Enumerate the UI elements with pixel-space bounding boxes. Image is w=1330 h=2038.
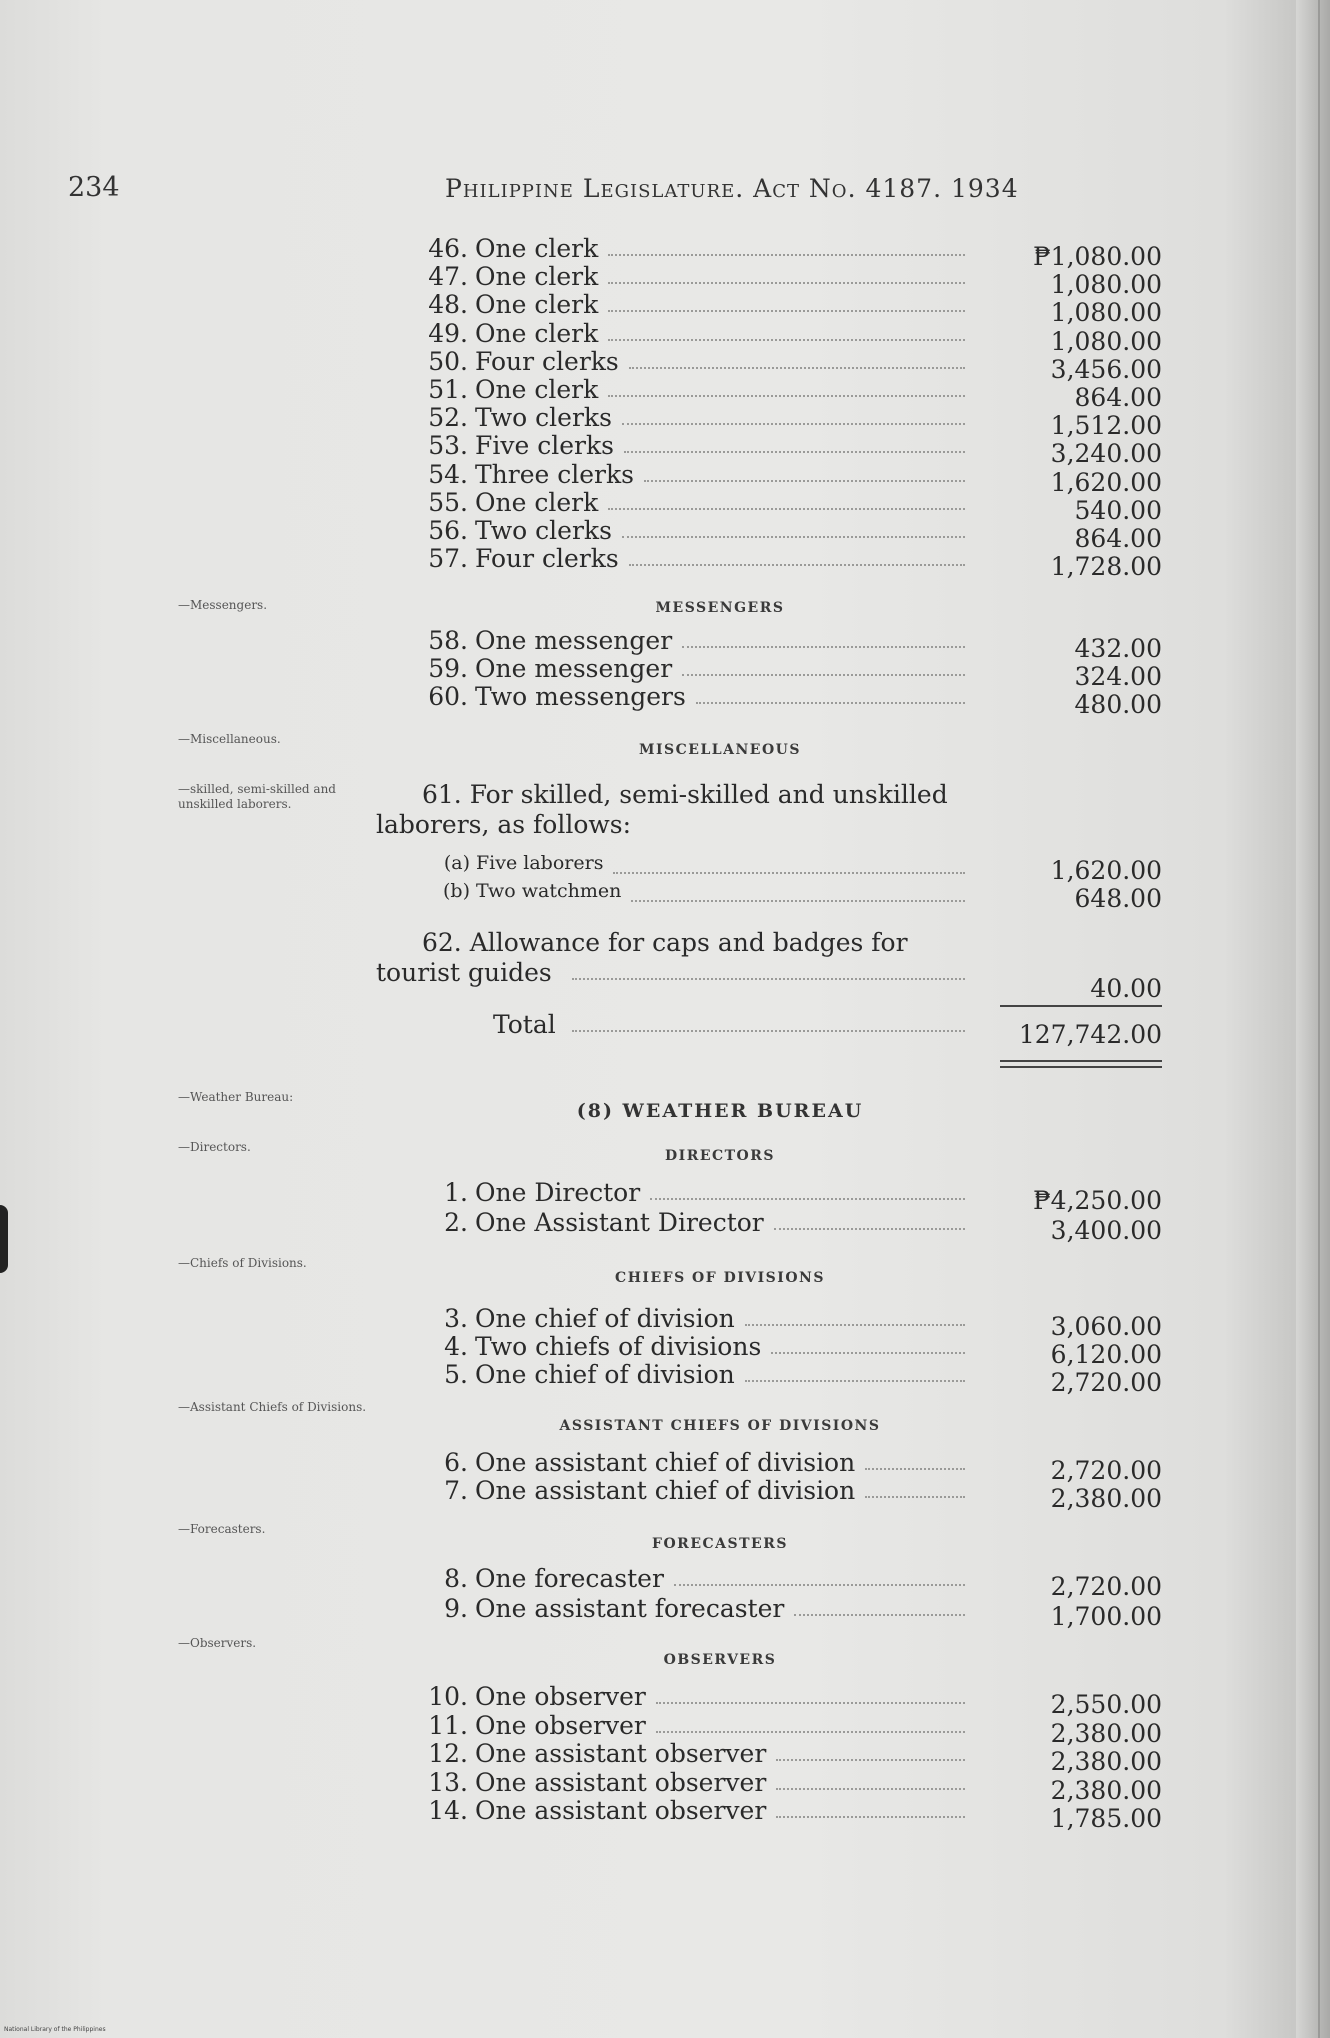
item-amount: 1,080.00 [1050,326,1162,356]
leader-dots [776,1759,965,1761]
item-number: 8. [444,1564,468,1593]
item-62-line2: tourist guides [376,958,552,987]
item-number: 48. [428,290,468,320]
item-amount: ₱4,250.00 [1033,1186,1162,1215]
item-amount: 2,720.00 [1050,1456,1162,1485]
leader-dots [682,646,965,648]
margin-note-messengers: —Messengers. [178,598,268,612]
leader-dots [613,872,965,874]
item-description: One assistant observer [475,1767,767,1797]
item-description: One clerk [475,290,599,320]
section-heading-forecasters: FORECASTERS [652,1536,788,1552]
item-description: Two clerks [475,516,612,545]
item-62-line2-row [0,958,1330,1003]
margin-note-directors: —Directors. [178,1140,251,1154]
line-item [0,234,1330,271]
item-amount: 2,380.00 [1050,1718,1162,1748]
item-number: 59. [428,654,468,683]
margin-note-observers: —Observers. [178,1636,257,1650]
leader-dots [865,1468,965,1470]
item-description: One forecaster [475,1564,664,1593]
item-description: Two messengers [475,682,686,711]
item-amount: 1,620.00 [1050,467,1162,497]
item-number: 49. [428,318,468,348]
item-amount: 480.00 [1074,690,1162,719]
line-item [0,431,1330,469]
item-description: Five laborers [476,852,604,874]
item-amount: 2,720.00 [1050,1368,1162,1397]
leader-dots [608,339,965,341]
line-item [0,1564,1330,1601]
item-number: 53. [428,431,468,461]
line-item [0,682,1330,719]
leader-dots [608,282,965,284]
leader-dots [656,1731,965,1733]
item-description: Four clerks [475,346,619,376]
item-number: (b) [443,880,470,902]
leader-dots [608,254,965,256]
item-62-line1: 62. Allowance for caps and badges for [422,928,908,957]
item-62-amount: 40.00 [1090,974,1162,1003]
leader-dots [776,1788,965,1790]
item-description: Two watchmen [476,880,622,902]
leader-dots [631,900,965,902]
line-item [0,290,1330,328]
leader-dots [608,508,965,510]
item-number: 5. [444,1360,468,1389]
item-number: 57. [428,544,468,574]
leader-dots [674,1584,965,1586]
item-amount: 1,080.00 [1050,298,1162,328]
item-61-line2: laborers, as follows: [376,810,632,839]
leader-dots [622,423,965,425]
line-item [0,1682,1330,1719]
leader-dots [572,1030,965,1032]
item-description: One chief of division [475,1304,735,1333]
leader-dots [644,480,965,482]
leader-dots [650,1198,965,1200]
item-amount: 2,380.00 [1050,1747,1162,1776]
item-number: 50. [428,346,468,376]
line-item [0,1360,1330,1397]
margin-note-miscellaneous: —Miscellaneous. [178,732,281,746]
section-heading-miscellaneous: MISCELLANEOUS [638,742,801,758]
bureau-heading: (8) WEATHER BUREAU [576,1100,864,1122]
item-amount: 3,060.00 [1050,1312,1162,1341]
item-description: One clerk [475,318,599,348]
item-description: One assistant observer [475,1739,767,1768]
line-item [0,1767,1330,1805]
item-description: One assistant chief of division [475,1476,856,1505]
item-description: One assistant forecaster [475,1594,785,1623]
item-amount: 2,550.00 [1050,1690,1162,1719]
item-description: One chief of division [475,1360,735,1389]
line-item [0,1796,1330,1833]
line-item [0,487,1330,525]
item-number: 9. [444,1594,468,1623]
leader-dots [771,1352,965,1354]
leader-dots [696,702,965,704]
line-item [0,262,1330,300]
leader-dots [776,1816,965,1818]
running-head: Philippine Legislature. Act No. 4187. 1934 [445,174,1019,203]
item-description: One messenger [475,654,673,683]
item-description: Two chiefs of divisions [475,1332,762,1361]
item-description: Five clerks [475,431,614,461]
line-item [0,544,1330,582]
margin-note-chiefs: —Chiefs of Divisions. [178,1256,307,1270]
item-number: 10. [428,1682,468,1711]
line-item [0,375,1330,412]
item-amount: 864.00 [1074,524,1162,553]
total-row [0,1010,1330,1049]
item-amount: 1,512.00 [1050,411,1162,441]
total-double-rule [1000,1060,1162,1068]
section-heading-assistant-chiefs: ASSISTANT CHIEFS OF DIVISIONS [559,1418,881,1434]
item-amount: 1,620.00 [1050,856,1162,885]
line-item [0,1332,1330,1369]
item-description: One observer [475,1682,646,1711]
item-amount: 1,080.00 [1050,270,1162,300]
leader-dots [745,1380,965,1382]
item-amount: 1,700.00 [1050,1602,1162,1631]
leader-dots [622,536,965,538]
item-number: 3. [444,1304,468,1333]
item-amount: 1,728.00 [1050,552,1162,582]
margin-note-weather-bureau: —Weather Bureau: [178,1090,294,1104]
item-number: 6. [444,1448,468,1477]
item-description: One Director [475,1178,641,1207]
item-description: Two clerks [475,403,612,433]
leader-dots [629,564,965,566]
leader-dots [608,310,965,312]
item-amount: 3,240.00 [1050,439,1162,469]
line-item [0,403,1330,441]
leader-dots [572,978,965,980]
line-item [0,1208,1330,1245]
line-item [0,1594,1330,1631]
item-amount: 648.00 [1074,884,1162,913]
line-item [0,318,1330,356]
item-amount: 6,120.00 [1050,1340,1162,1369]
item-amount: 2,720.00 [1050,1572,1162,1601]
item-number: 47. [428,262,468,292]
section-heading-directors: DIRECTORS [665,1148,775,1164]
item-number: 7. [444,1476,468,1505]
margin-note-laborers: —skilled, semi-skilled and unskilled laborers. [178,782,336,811]
item-description: Four clerks [475,544,619,574]
item-number: 46. [428,234,468,263]
item-amount: ₱1,080.00 [1033,242,1162,271]
line-item [0,1476,1330,1513]
leader-dots [794,1614,965,1616]
leader-dots [774,1228,965,1230]
line-item [0,459,1330,497]
total-label: Total [493,1010,556,1039]
item-number: 54. [428,459,468,489]
line-item [0,1710,1330,1748]
item-amount: 540.00 [1074,495,1162,525]
leader-dots [608,395,965,397]
leader-dots [865,1496,965,1498]
leader-dots [629,367,965,369]
item-amount: 2,380.00 [1050,1775,1162,1805]
total-amount: 127,742.00 [1018,1020,1162,1049]
line-item [0,516,1330,553]
item-description: One clerk [475,375,599,404]
item-number: 51. [428,375,468,404]
item-number: 12. [428,1739,468,1768]
total-rule [1000,1005,1162,1007]
item-description: One Assistant Director [475,1208,764,1237]
item-description: One messenger [475,626,673,655]
line-item [0,346,1330,384]
line-item [0,1448,1330,1485]
item-number: 4. [444,1332,468,1361]
item-amount: 2,380.00 [1050,1484,1162,1513]
section-heading-observers: OBSERVERS [663,1652,777,1668]
item-amount: 432.00 [1074,634,1162,663]
item-number: 55. [428,487,468,517]
leader-dots [745,1324,965,1326]
leader-dots [624,451,965,453]
page-number: 234 [68,172,120,203]
line-item [0,654,1330,691]
item-number: 14. [428,1796,468,1825]
item-amount: 324.00 [1074,662,1162,691]
item-amount: 3,456.00 [1050,354,1162,384]
item-description: One clerk [475,262,599,292]
item-description: One clerk [475,234,599,263]
footer-credit: National Library of the Philippines [4,2026,106,2033]
line-item [0,1304,1330,1341]
item-amount: 864.00 [1074,383,1162,412]
item-number: 58. [428,626,468,655]
margin-note-forecasters: —Forecasters. [178,1522,266,1536]
section-heading-messengers: MESSENGERS [655,600,785,616]
item-61-line1: 61. For skilled, semi-skilled and unskilled [422,780,948,809]
item-number: 52. [428,403,468,433]
line-item [0,852,1330,885]
line-item [0,626,1330,663]
item-number: 2. [444,1208,468,1237]
item-description: One assistant chief of division [475,1448,856,1477]
item-amount: 1,785.00 [1050,1804,1162,1833]
item-number: (a) [443,852,470,874]
item-description: One clerk [475,487,599,517]
leader-dots [656,1702,965,1704]
item-description: One observer [475,1710,646,1740]
item-number: 13. [428,1767,468,1797]
item-description: Three clerks [475,459,634,489]
line-item [0,1178,1330,1215]
item-amount: 3,400.00 [1050,1216,1162,1245]
section-heading-chiefs: CHIEFS OF DIVISIONS [615,1270,825,1286]
item-description: One assistant observer [475,1796,767,1825]
item-number: 11. [428,1710,468,1740]
line-item [0,1739,1330,1776]
item-number: 60. [428,682,468,711]
item-number: 56. [428,516,468,545]
line-item [0,880,1330,913]
item-number: 1. [444,1178,468,1207]
leader-dots [682,674,965,676]
margin-note-assistant-chiefs: —Assistant Chiefs of Divisions. [178,1400,367,1414]
